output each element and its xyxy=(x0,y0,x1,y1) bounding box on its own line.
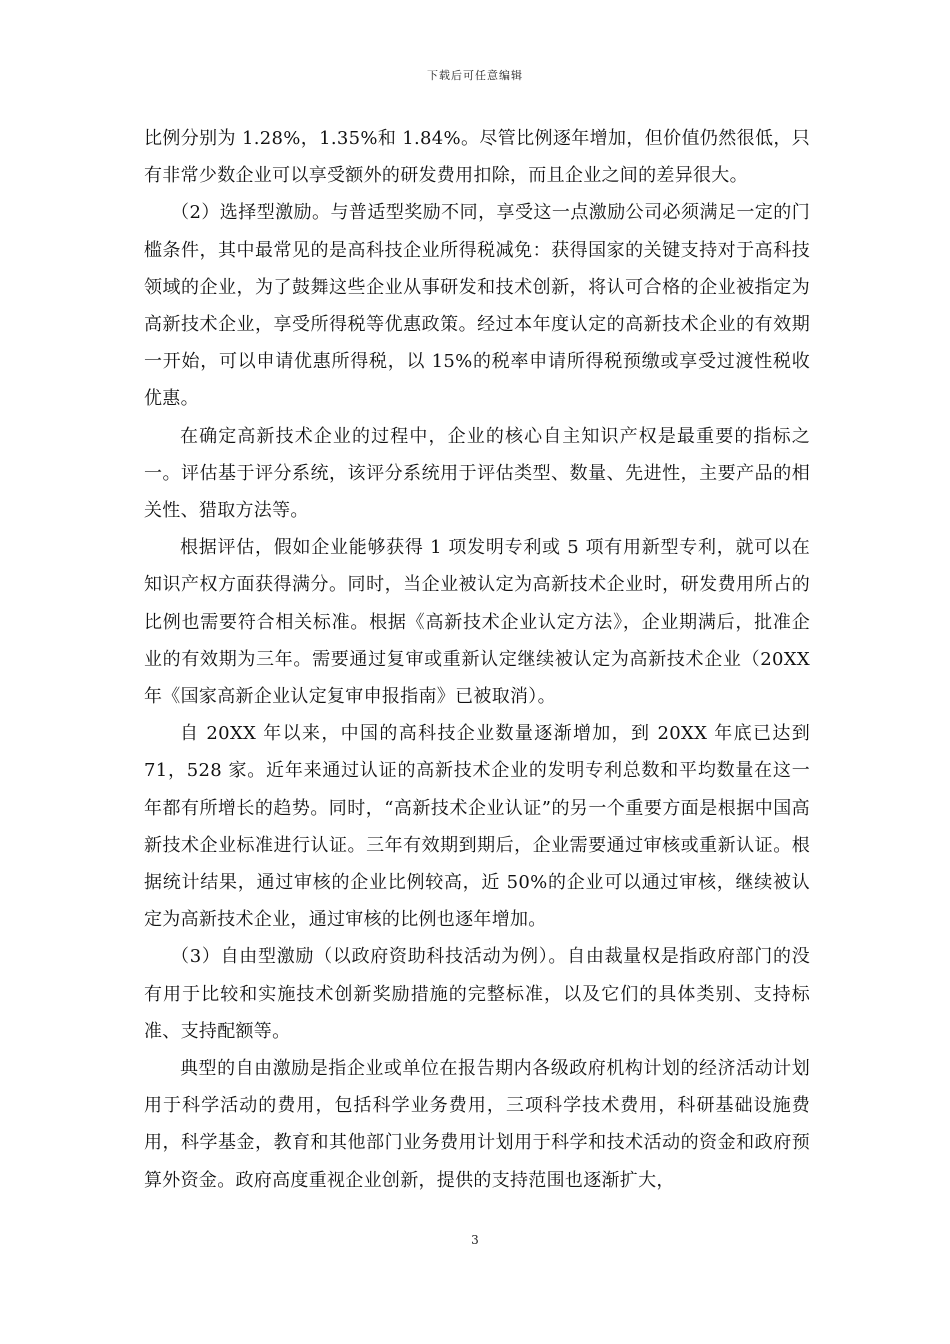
paragraph-typical-free-incentive: 典型的自由激励是指企业或单位在报告期内各级政府机构计划的经济活动计划用于科学活动的费用，包括科学业务费用，三项科学技术费用，科研基础设施费用，科学基金，教育和其他部门业务费用计划用于科学和技术活动的资金和政府预算外资金。政府高度重视企业创新，提供的支持范围也逐渐扩大， xyxy=(144,1058,810,1191)
page-header-note: 下载后可任意编辑 xyxy=(427,69,523,82)
paragraph-ip-evaluation: 在确定高新技术企业的过程中，企业的核心自主知识产权是最重要的指标之一。评估基于评分系统，该评分系统用于评估类型、数量、先进性，主要产品的相关性、猎取方法等。 xyxy=(144,425,810,522)
document-body xyxy=(144,120,810,1199)
paragraph-continuation: 比例分别为 1.28%，1.35%和 1.84%。尽管比例逐年增加，但价值仍然很低，只有非常少数企业可以享受额外的研发费用扣除，而且企业之间的差异很大。 xyxy=(144,128,810,187)
paragraph-enterprise-growth: 自 20XX 年以来，中国的高科技企业数量逐渐增加，到 20XX 年底已达到 71，528 家。近年来通过认证的高新技术企业的发明专利总数和平均数量在这一年都有所增长的趋势。同时，“高新技术企业认证”的另一个重要方面是根据中国高新技术企业标准进行认证。三年有效期到期后，企业需要通过审核或重新认证。根据统计结果，通过审核的企业比例较高，近 50%的企业可以通过审核，继续被认定为高新技术企业，通过审核的比例也逐年增加。 xyxy=(144,723,810,931)
paragraph-selective-incentive: （2）选择型激励。与普适型奖励不同，享受这一点激励公司必须满足一定的门槛条件，其中最常见的是高科技企业所得税减免：获得国家的关键支持对于高科技领域的企业，为了鼓舞这些企业从事研发和技术创新，将认可合格的企业被指定为高新技术企业，享受所得税等优惠政策。经过本年度认定的高新技术企业的有效期一开始，可以申请优惠所得税，以 15%的税率申请所得税预缴或享受过渡性税收优惠。 xyxy=(144,202,810,410)
paragraph-discretionary-incentive: （3）自由型激励（以政府资助科技活动为例）。自由裁量权是指政府部门的没有用于比较和实施技术创新奖励措施的完整标准，以及它们的具体类别、支持标准、支持配额等。 xyxy=(144,946,810,1042)
paragraph-patent-scoring: 根据评估，假如企业能够获得 1 项发明专利或 5 项有用新型专利，就可以在知识产权方面获得满分。同时，当企业被认定为高新技术企业时，研发费用所占的比例也需要符合相关标准。根据《高新技术企业认定方法》，企业期满后，批准企业的有效期为三年。需要通过复审或重新认定继续被认定为高新技术企业（20XX 年《国家高新企业认定复审申报指南》已被取消）。 xyxy=(144,537,810,708)
page-number: 3 xyxy=(471,1233,479,1247)
